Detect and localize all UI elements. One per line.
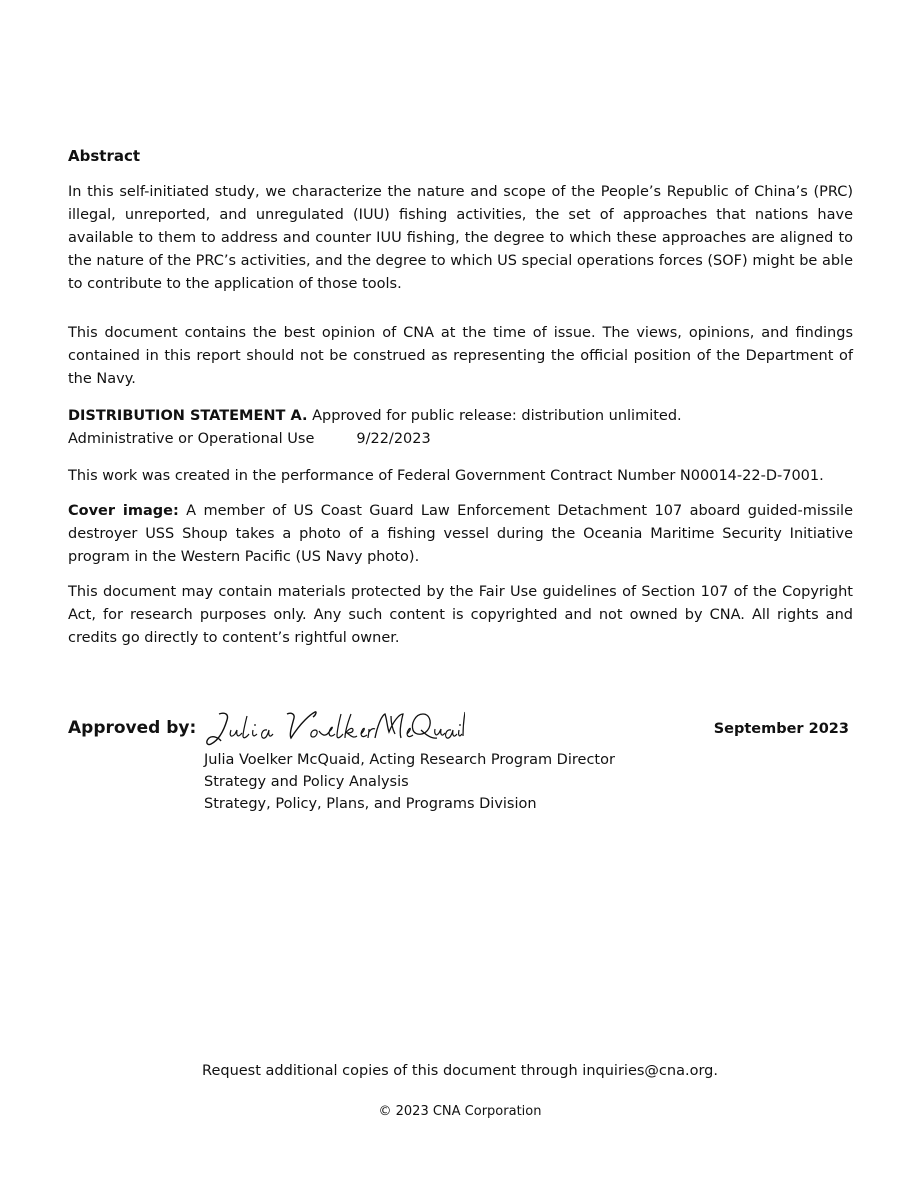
copyright-text: © 2023 CNA Corporation	[378, 1104, 542, 1119]
approver-department: Strategy and Policy Analysis	[204, 774, 409, 790]
abstract-text: In this self-initiated study, we characterize the nature and scope of the People’s Republic of China’s (PRC) illegal, unreported, and unregulated (IUU) fishing activities, the set of approaches that nations have available to them to address and counter IUU fishing, the degree to which these approaches are aligned to the nature of the PRC’s activities, and the degree to which US special operations forces (SOF) might be able to contribute to the application of those tools.	[68, 184, 853, 292]
cover-image-label: Cover image:	[68, 503, 179, 519]
distribution-use-row	[68, 428, 853, 451]
approver-division: Strategy, Policy, Plans, and Programs Division	[204, 796, 537, 812]
signature-image	[205, 708, 465, 748]
abstract-heading: Abstract	[68, 147, 141, 165]
distribution-use: Administrative or Operational Use	[68, 431, 315, 447]
cover-image-paragraph	[68, 500, 853, 569]
contract-text: This work was created in the performance of Federal Government Contract Number N00014-22-D-7001.	[68, 468, 824, 484]
approval-date: September 2023	[713, 721, 849, 737]
cover-image-text	[68, 500, 853, 569]
disclaimer-paragraph	[68, 322, 853, 391]
contract-paragraph	[68, 465, 853, 488]
distribution-label: DISTRIBUTION STATEMENT A.	[68, 408, 308, 424]
fair-use-paragraph	[68, 581, 853, 650]
distribution-statement	[68, 405, 853, 451]
request-copies-text: Request additional copies of this document through inquiries@cna.org.	[202, 1063, 718, 1079]
distribution-row	[68, 405, 853, 428]
approver-name-title: Julia Voelker McQuaid, Acting Research Program Director	[204, 752, 615, 768]
disclaimer-text: This document contains the best opinion of CNA at the time of issue. The views, opinions, and findings contained in this report should not be construed as representing the official position of the Department of the Navy.	[68, 325, 853, 387]
approved-by-label: Approved by:	[68, 718, 197, 738]
distribution-text: Approved for public release: distribution unlimited.	[307, 408, 682, 424]
approver-details	[204, 749, 615, 815]
fair-use-text: This document may contain materials protected by the Fair Use guidelines of Section 107 of the Copyright Act, for research purposes only. Any such content is copyrighted and not owned by CNA. All rights and credits go directly to content’s rightful owner.	[68, 584, 853, 646]
cover-image-description: A member of US Coast Guard Law Enforcement Detachment 107 aboard guided-missile destroyer USS Shoup takes a photo of a fishing vessel during the Oceania Maritime Security Initiative program in the Western Pacific (US Navy photo).	[68, 503, 853, 565]
distribution-date: 9/22/2023	[356, 431, 431, 447]
abstract-body	[68, 181, 853, 296]
